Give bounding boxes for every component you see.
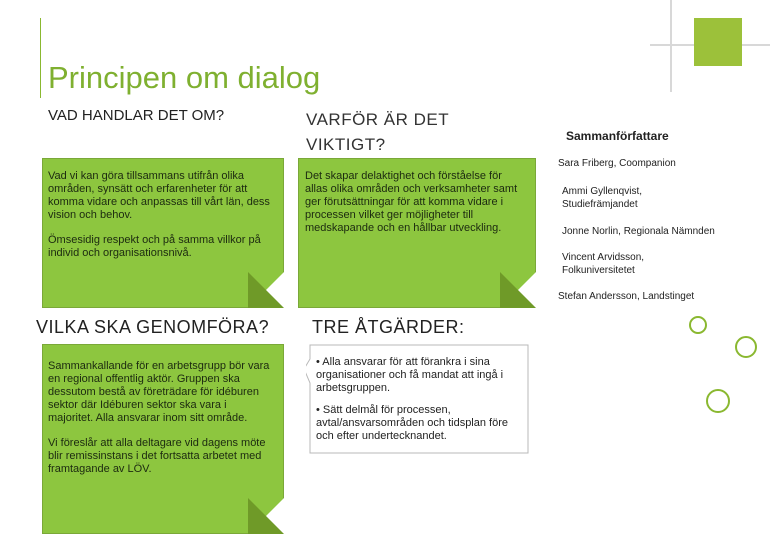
author-1: Sara Friberg, Coompanion — [558, 158, 676, 169]
what-text — [48, 170, 274, 272]
plus-vertical-line — [670, 0, 672, 92]
why-paragraph-1: Det skapar delaktighet och förståelse för allas olika områden och verksamheter samt ger förutsättningar för att komma vidare i processen vilket ger möjligheter till medskapande och en hållbar utveckling. — [305, 170, 518, 234]
who-paragraph-1: Sammankallande för en arbetsgrupp bör vara en regional offentlig aktör. Gruppen ska dessutom bestå av företrädare för idéburen sektor där Idéburen sektor ska vara i majoritet. Alla ansvarar inom sitt område. — [48, 360, 270, 424]
action-item-1: • Alla ansvarar för att förankra i sina organisationer och få mandat att ingå i arbetsgruppen. — [316, 356, 504, 394]
who-paragraph-2: Vi föreslår att alla deltagare vid dagens möte blir remissinstans i det fortsatta arbetet med framtagande av LÖV. — [48, 437, 266, 475]
what-paragraph-1: Vad vi kan göra tillsammans utifrån olika områden, synsätt och erfarenheter för att komma vidare och anpassas till vårt län, dess vision och behov. — [48, 170, 270, 221]
actions-list — [316, 356, 526, 452]
circle-decoration — [706, 389, 730, 413]
circle-decoration — [735, 336, 757, 358]
action-item-2: • Sätt delmål för processen, avtal/ansvarsområden och tidsplan före och efter undertecknandet. — [316, 404, 508, 442]
what-heading: VAD HANDLAR DET OM? — [48, 107, 225, 124]
note-fold — [500, 272, 536, 308]
who-text — [48, 360, 272, 488]
what-paragraph-2: Ömsesidig respekt och på samma villkor på individ och organisationsnivå. — [48, 234, 261, 259]
author-4: Vincent Arvidsson, Folkuniversitetet — [562, 252, 645, 276]
green-square-decoration — [694, 18, 742, 66]
who-heading: VILKA SKA GENOMFÖRA? — [36, 317, 270, 337]
authors-heading: Sammanförfattare — [566, 129, 669, 143]
note-fold — [248, 498, 284, 534]
note-fold — [248, 272, 284, 308]
actions-heading: TRE ÅTGÄRDER: — [312, 317, 465, 337]
why-heading: VARFÖR ÄR DET VIKTIGT? — [306, 110, 449, 154]
circle-decoration — [689, 316, 707, 334]
author-5: Stefan Andersson, Landstinget — [558, 291, 695, 302]
author-3: Jonne Norlin, Regionala Nämnden — [562, 226, 715, 237]
author-2: Ammi Gyllenqvist, Studiefrämjandet — [562, 186, 643, 210]
slide-title: Principen om dialog — [48, 60, 321, 95]
accent-line — [40, 18, 41, 98]
why-text — [305, 170, 525, 247]
